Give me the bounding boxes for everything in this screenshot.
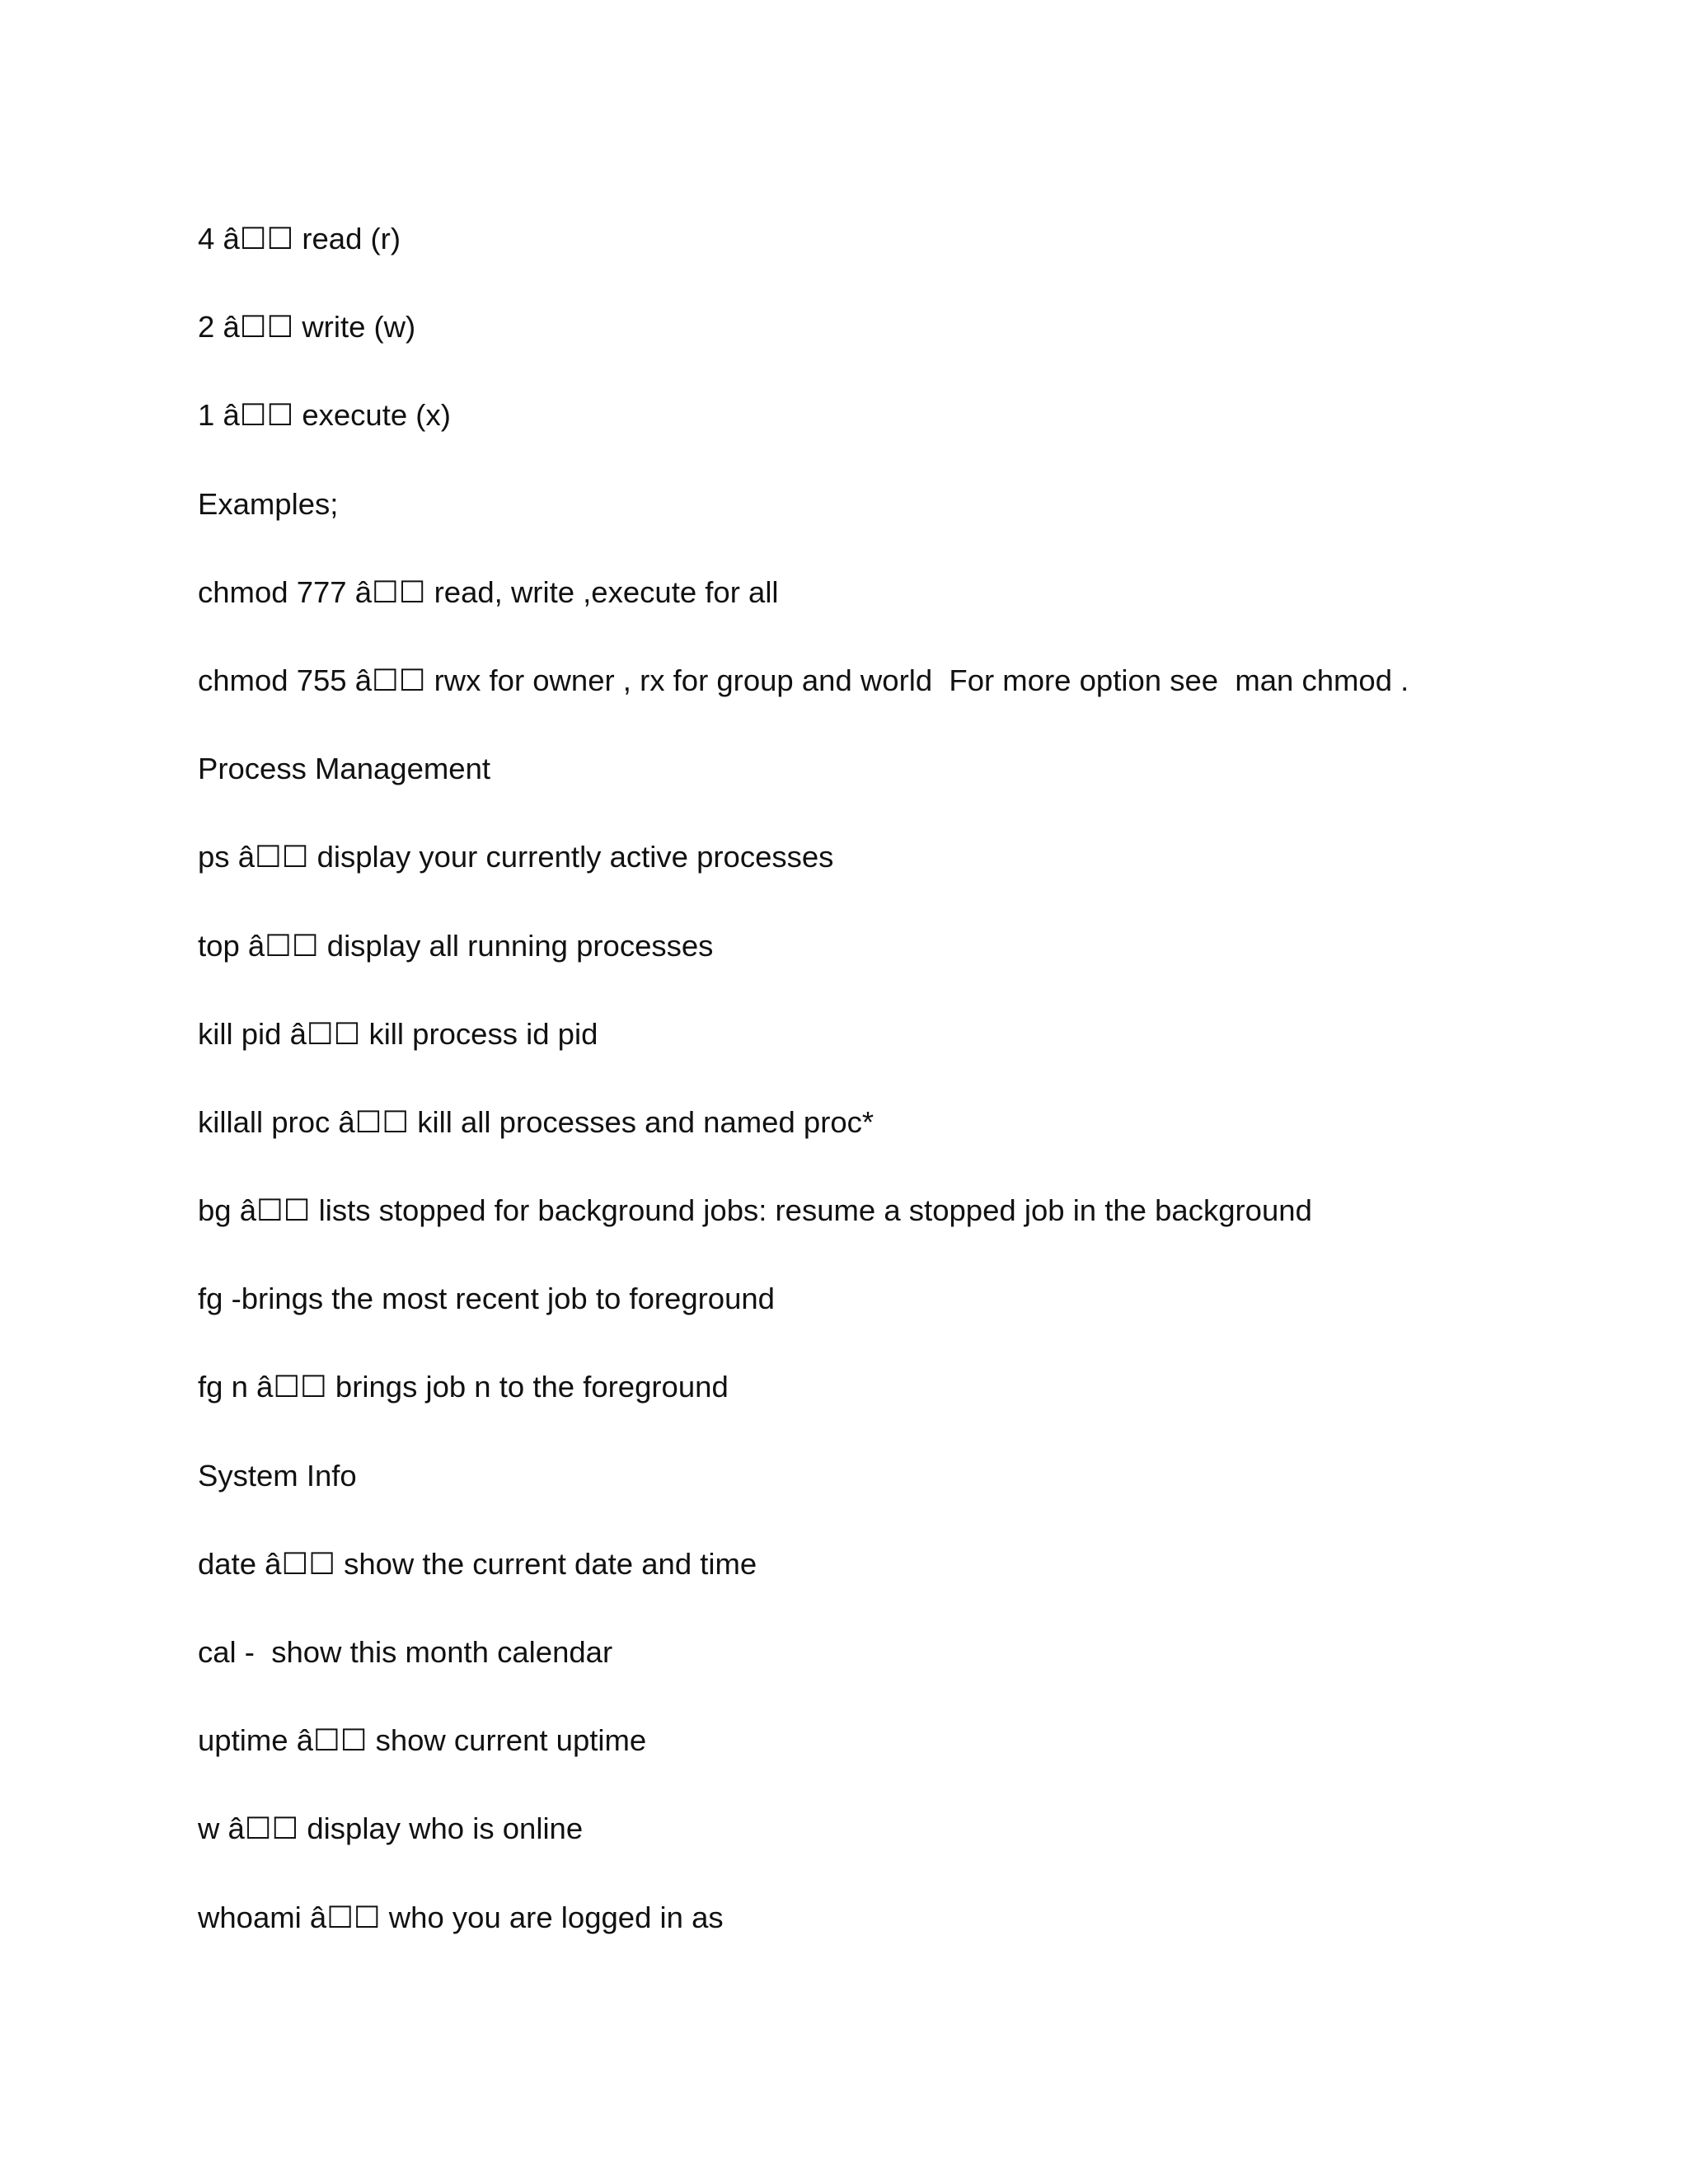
whoami-line: whoami â☐☐ who you are logged in as: [198, 1900, 724, 1934]
cal-line: cal - show this month calendar: [198, 1635, 613, 1669]
system-info-heading: System Info: [198, 1458, 357, 1493]
uptime-line: uptime â☐☐ show current uptime: [198, 1723, 647, 1758]
process-management-heading: Process Management: [198, 752, 491, 786]
document-body: [198, 224, 1648, 1991]
kill-line: kill pid â☐☐ kill process id pid: [198, 1016, 598, 1051]
permission-execute-line: 1 â☐☐ execute (x): [198, 398, 451, 433]
examples-heading: Examples;: [198, 486, 339, 521]
date-line: date â☐☐ show the current date and time: [198, 1546, 757, 1581]
ps-line: ps â☐☐ display your currently active processes: [198, 840, 834, 874]
permission-read-line: 4 â☐☐ read (r): [198, 222, 401, 255]
bg-line: bg â☐☐ lists stopped for background jobs: resume a stopped job in the background: [198, 1193, 1312, 1228]
permission-write-line: 2 â☐☐ write (w): [198, 310, 416, 344]
top-line: top â☐☐ display all running processes: [198, 928, 714, 963]
w-line: w â☐☐ display who is online: [198, 1811, 584, 1846]
chmod-777-line: chmod 777 â☐☐ read, write ,execute for all: [198, 574, 779, 609]
fg-n-line: fg n â☐☐ brings job n to the foreground: [198, 1370, 729, 1404]
chmod-755-line: chmod 755 â☐☐ rwx for owner , rx for group and world For more option see man chmod .: [198, 663, 1409, 697]
killall-line: killall proc â☐☐ kill all processes and named proc*: [198, 1104, 874, 1139]
fg-line: fg -brings the most recent job to foreground: [198, 1282, 775, 1316]
